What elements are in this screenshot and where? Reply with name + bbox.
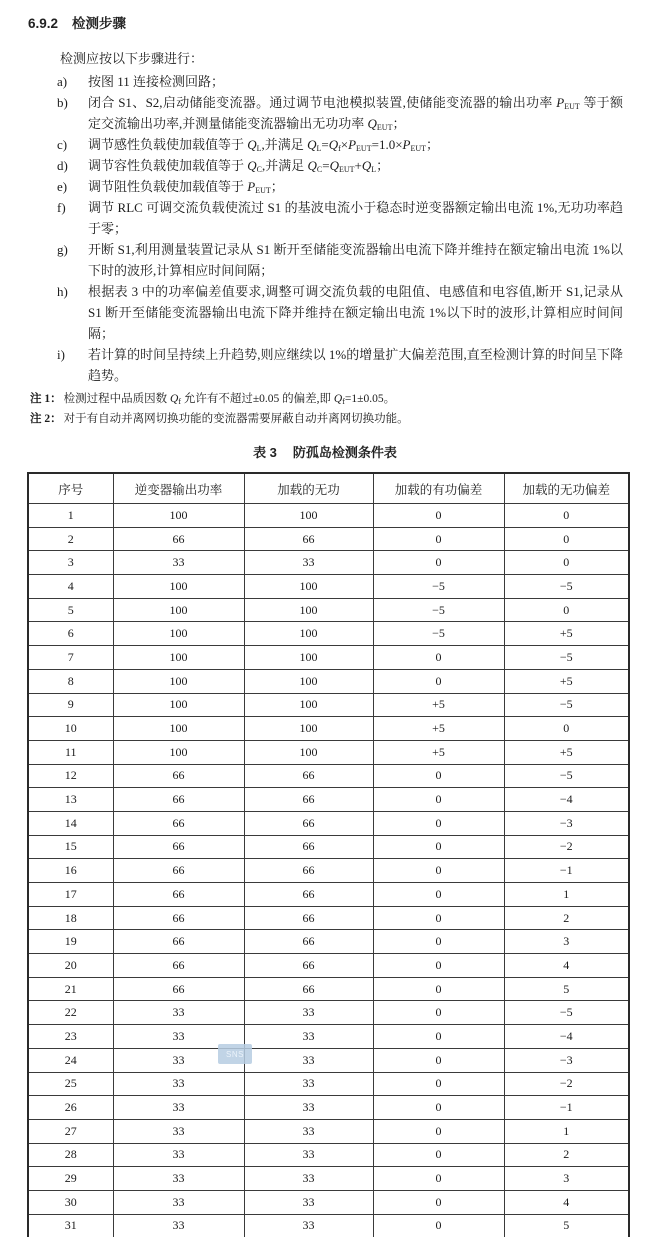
step-marker: a)	[57, 74, 68, 89]
section-title: 检测步骤	[72, 16, 127, 31]
table-cell: 66	[113, 788, 244, 812]
table-cell: −5	[504, 764, 629, 788]
table-cell: 31	[28, 1214, 113, 1237]
table-cell: 100	[113, 575, 244, 599]
table-cell: 100	[244, 504, 373, 528]
table-cell: 16	[28, 859, 113, 883]
table-cell: 15	[28, 835, 113, 859]
table-row	[28, 740, 629, 764]
table-cell: 0	[373, 1119, 504, 1143]
table-header-cell: 加载的无功	[244, 473, 373, 504]
table-cell: 33	[244, 1167, 373, 1191]
step-marker: c)	[57, 137, 68, 152]
intro-paragraph: 检测应按以下步骤进行：	[60, 51, 204, 66]
table-row	[28, 693, 629, 717]
table-cell: +5	[373, 740, 504, 764]
table-cell: 100	[113, 622, 244, 646]
table-cell: 33	[244, 1143, 373, 1167]
table-cell: 0	[373, 835, 504, 859]
table-cell: 29	[28, 1167, 113, 1191]
table-cell: 0	[373, 954, 504, 978]
note-item	[30, 409, 622, 429]
table-cell: −4	[504, 1025, 629, 1049]
table-cell: 0	[373, 1143, 504, 1167]
table-row	[28, 575, 629, 599]
table-row	[28, 1096, 629, 1120]
table-cell: 100	[113, 717, 244, 741]
table-cell: 22	[28, 1001, 113, 1025]
table-row	[28, 788, 629, 812]
table-row	[28, 646, 629, 670]
step-item	[57, 197, 623, 239]
table-cell: 33	[113, 1214, 244, 1237]
table-cell: 12	[28, 764, 113, 788]
table-cell: 2	[504, 906, 629, 930]
table-cell: 66	[113, 954, 244, 978]
table-cell: 100	[113, 504, 244, 528]
table-header-cell: 加载的有功偏差	[373, 473, 504, 504]
step-item	[57, 134, 623, 155]
table-caption	[0, 442, 650, 461]
table-row	[28, 764, 629, 788]
table-cell: 66	[113, 859, 244, 883]
step-item	[57, 155, 623, 176]
table-cell: 66	[244, 954, 373, 978]
table-cell: 100	[113, 693, 244, 717]
table-cell: 33	[113, 1072, 244, 1096]
table-cell: 27	[28, 1119, 113, 1143]
table-cell: 0	[373, 1096, 504, 1120]
table-cell: 33	[244, 1048, 373, 1072]
table-cell: 66	[113, 811, 244, 835]
table-header-row	[28, 473, 629, 504]
table-cell: 100	[113, 740, 244, 764]
table-cell: 1	[28, 504, 113, 528]
table-row	[28, 669, 629, 693]
table-row	[28, 977, 629, 1001]
table-cell: 26	[28, 1096, 113, 1120]
table-cell: 13	[28, 788, 113, 812]
step-text: 开断 S1,利用测量装置记录从 S1 断开至储能变流器输出电流下降并维持在额定输出电流 1%以下时的波形,计算相应时间间隔；	[88, 242, 623, 278]
table-cell: 100	[244, 717, 373, 741]
steps-list	[57, 71, 623, 386]
table-cell: 4	[28, 575, 113, 599]
table-cell: 18	[28, 906, 113, 930]
table-cell: 30	[28, 1190, 113, 1214]
table-cell: 66	[244, 930, 373, 954]
table-cell: 66	[113, 977, 244, 1001]
table-cell: 66	[244, 906, 373, 930]
table-cell: 66	[244, 527, 373, 551]
table-cell: 0	[373, 906, 504, 930]
step-item	[57, 92, 623, 134]
table-cell: 10	[28, 717, 113, 741]
table-header-cell: 序号	[28, 473, 113, 504]
table-cell: 100	[113, 669, 244, 693]
table-cell: 33	[113, 1167, 244, 1191]
table-cell: 0	[373, 551, 504, 575]
table-row	[28, 1190, 629, 1214]
table-cell: −3	[504, 811, 629, 835]
table-cell: 33	[113, 1190, 244, 1214]
table-cell: −3	[504, 1048, 629, 1072]
table-cell: −5	[504, 646, 629, 670]
table-cell: 33	[113, 1048, 244, 1072]
table-cell: 100	[244, 669, 373, 693]
table-cell: 33	[244, 1190, 373, 1214]
table-cell: 0	[373, 1048, 504, 1072]
table-cell: −5	[504, 1001, 629, 1025]
table-row	[28, 859, 629, 883]
table-cell: 3	[28, 551, 113, 575]
table-cell: 25	[28, 1072, 113, 1096]
note-label: 注 1：	[30, 393, 62, 405]
table-row	[28, 1001, 629, 1025]
step-text: 调节感性负载使加载值等于 $Q_L$,并满足 $Q_L=Q_f\times P_{EUT}=1.0\times P_{EUT}$；	[88, 137, 440, 153]
table-cell: 0	[373, 883, 504, 907]
table-cell: 66	[113, 527, 244, 551]
table-caption-prefix: 表 3	[253, 445, 277, 460]
table-row	[28, 717, 629, 741]
table-cell: 24	[28, 1048, 113, 1072]
table-cell: 5	[504, 977, 629, 1001]
table-cell: 6	[28, 622, 113, 646]
table-cell: 0	[373, 930, 504, 954]
table-row	[28, 883, 629, 907]
table-cell: 0	[504, 717, 629, 741]
step-marker: g)	[57, 242, 68, 257]
table-cell: 33	[113, 1119, 244, 1143]
table-row	[28, 527, 629, 551]
table-cell: +5	[504, 669, 629, 693]
table-cell: 19	[28, 930, 113, 954]
table-cell: 0	[504, 598, 629, 622]
step-text: 调节阻性负载使加载值等于 $P_{EUT}$；	[88, 179, 284, 195]
table-cell: 14	[28, 811, 113, 835]
table-cell: 66	[113, 883, 244, 907]
table-cell: 33	[244, 551, 373, 575]
step-marker: e)	[57, 179, 68, 194]
table-cell: 33	[113, 1025, 244, 1049]
table-cell: 0	[504, 551, 629, 575]
table-cell: 66	[113, 835, 244, 859]
table-cell: 0	[373, 859, 504, 883]
table-cell: 4	[504, 954, 629, 978]
table-cell: 0	[504, 527, 629, 551]
table-cell: +5	[373, 693, 504, 717]
table-cell: 33	[244, 1214, 373, 1237]
table-cell: 100	[244, 693, 373, 717]
note-text: 对于有自动并离网切换功能的变流器需要屏蔽自动并离网切换功能。	[63, 413, 409, 425]
table-cell: 5	[504, 1214, 629, 1237]
table-cell: 66	[113, 906, 244, 930]
section-number: 6.9.2	[28, 16, 59, 31]
step-text: 根据表 3 中的功率偏差值要求,调整可调交流负载的电阻值、电感值和电容值,断开 S1,记录从 S1 断开至储能变流器输出电流下降并维持在额定输出电流 1%以下时的波形,计算相应时间间隔；	[88, 284, 623, 341]
step-item	[57, 281, 623, 344]
table-caption-title: 防孤岛检测条件表	[292, 445, 397, 460]
table-cell: 0	[373, 1072, 504, 1096]
step-text: 若计算的时间呈持续上升趋势,则应继续以 1%的增量扩大偏差范围,直至检测计算的时间呈下降趋势。	[88, 347, 623, 383]
table-cell: 0	[373, 1214, 504, 1237]
table-cell: 33	[244, 1072, 373, 1096]
table-cell: 33	[244, 1119, 373, 1143]
table-row	[28, 622, 629, 646]
table-cell: 66	[244, 764, 373, 788]
table-cell: 33	[113, 1001, 244, 1025]
table-header	[28, 473, 629, 504]
section-heading	[0, 0, 650, 32]
table-cell: 33	[113, 551, 244, 575]
table-cell: −5	[373, 575, 504, 599]
table-cell: −5	[373, 598, 504, 622]
table-cell: 0	[373, 811, 504, 835]
table-cell: 0	[373, 504, 504, 528]
step-text: 按图 11 连接检测回路；	[88, 74, 225, 89]
table-cell: 0	[373, 1025, 504, 1049]
table-cell: −5	[504, 575, 629, 599]
table-cell: 66	[113, 930, 244, 954]
table-cell: 2	[28, 527, 113, 551]
table-cell: 0	[373, 669, 504, 693]
table-cell: 0	[373, 977, 504, 1001]
table-cell: 0	[373, 1190, 504, 1214]
table-cell: 28	[28, 1143, 113, 1167]
table-row	[28, 1072, 629, 1096]
table-cell: 66	[244, 883, 373, 907]
table-row	[28, 1214, 629, 1237]
table-cell: 66	[244, 835, 373, 859]
table-row	[28, 504, 629, 528]
step-marker: i)	[57, 347, 65, 362]
table-cell: 33	[244, 1001, 373, 1025]
note-label: 注 2：	[30, 413, 62, 425]
table-row	[28, 1048, 629, 1072]
step-marker: f)	[57, 200, 66, 215]
step-text: 调节容性负载使加载值等于 $Q_C$,并满足 $Q_C=Q_{EUT}+Q_L$；	[88, 158, 390, 174]
step-item	[57, 71, 623, 92]
table-row	[28, 835, 629, 859]
table-row	[28, 1143, 629, 1167]
anti-islanding-condition-table	[27, 472, 630, 1237]
step-item	[57, 239, 623, 281]
table-cell: 9	[28, 693, 113, 717]
step-item	[57, 344, 623, 386]
table-cell: +5	[504, 622, 629, 646]
table-row	[28, 551, 629, 575]
table-cell: 33	[113, 1096, 244, 1120]
table-row	[28, 930, 629, 954]
table-cell: −4	[504, 788, 629, 812]
watermark: SNS	[218, 1044, 252, 1064]
table-cell: 33	[244, 1096, 373, 1120]
table-cell: 100	[113, 646, 244, 670]
table-header-cell: 加载的无功偏差	[504, 473, 629, 504]
table-cell: 66	[244, 859, 373, 883]
table-cell: −2	[504, 835, 629, 859]
step-text: 闭合 S1、S2,启动储能变流器。通过调节电池模拟装置,使储能变流器的输出功率 $P_{EUT}$ 等于额定交流输出功率,并测量储能变流器输出无功功率 $Q_{EUT}$；	[88, 95, 623, 132]
table-cell: −1	[504, 859, 629, 883]
table-cell: 100	[244, 598, 373, 622]
table-cell: 5	[28, 598, 113, 622]
table-row	[28, 906, 629, 930]
table-cell: 1	[504, 1119, 629, 1143]
table-cell: −1	[504, 1096, 629, 1120]
table-cell: +5	[373, 717, 504, 741]
table-cell: −2	[504, 1072, 629, 1096]
table-header-cell: 逆变器输出功率	[113, 473, 244, 504]
table-cell: 2	[504, 1143, 629, 1167]
table-cell: −5	[373, 622, 504, 646]
table-cell: 66	[244, 811, 373, 835]
table-cell: 33	[113, 1143, 244, 1167]
table-cell: 21	[28, 977, 113, 1001]
table-cell: 17	[28, 883, 113, 907]
table-cell: −5	[504, 693, 629, 717]
table-cell: 4	[504, 1190, 629, 1214]
notes-block	[30, 389, 622, 429]
table-cell: 0	[373, 646, 504, 670]
table-row	[28, 1119, 629, 1143]
table-cell: 100	[244, 622, 373, 646]
table-row	[28, 954, 629, 978]
table-cell: 33	[244, 1025, 373, 1049]
table-cell: 0	[373, 527, 504, 551]
table-row	[28, 598, 629, 622]
table-cell: 0	[373, 1167, 504, 1191]
step-text: 调节 RLC 可调交流负载使流过 S1 的基波电流小于稳态时逆变器额定输出电流 1%,无功功率趋于零；	[88, 200, 623, 236]
table-cell: 20	[28, 954, 113, 978]
step-item	[57, 176, 623, 197]
table-row	[28, 1025, 629, 1049]
table-cell: 0	[373, 1001, 504, 1025]
table-cell: 1	[504, 883, 629, 907]
step-marker: h)	[57, 284, 68, 299]
table-cell: 8	[28, 669, 113, 693]
table-cell: 66	[244, 788, 373, 812]
table-cell: 100	[244, 646, 373, 670]
table-cell: 66	[113, 764, 244, 788]
table-body	[28, 504, 629, 1237]
table-cell: 100	[113, 598, 244, 622]
step-marker: d)	[57, 158, 68, 173]
table-cell: 66	[244, 977, 373, 1001]
table-cell: 100	[244, 740, 373, 764]
table-cell: 3	[504, 930, 629, 954]
table-cell: 7	[28, 646, 113, 670]
note-item	[30, 389, 622, 409]
table-cell: 100	[244, 575, 373, 599]
table-cell: 0	[373, 788, 504, 812]
table-cell: 3	[504, 1167, 629, 1191]
table-cell: +5	[504, 740, 629, 764]
table-cell: 0	[504, 504, 629, 528]
table-row	[28, 811, 629, 835]
table-cell: 23	[28, 1025, 113, 1049]
step-marker: b)	[57, 95, 68, 110]
table-row	[28, 1167, 629, 1191]
note-text: 检测过程中品质因数 $Q_f$ 允许有不超过±0.05 的偏差,即 $Q_f=1\pm 0.05$。	[63, 393, 396, 406]
table-cell: 11	[28, 740, 113, 764]
table-cell: 0	[373, 764, 504, 788]
